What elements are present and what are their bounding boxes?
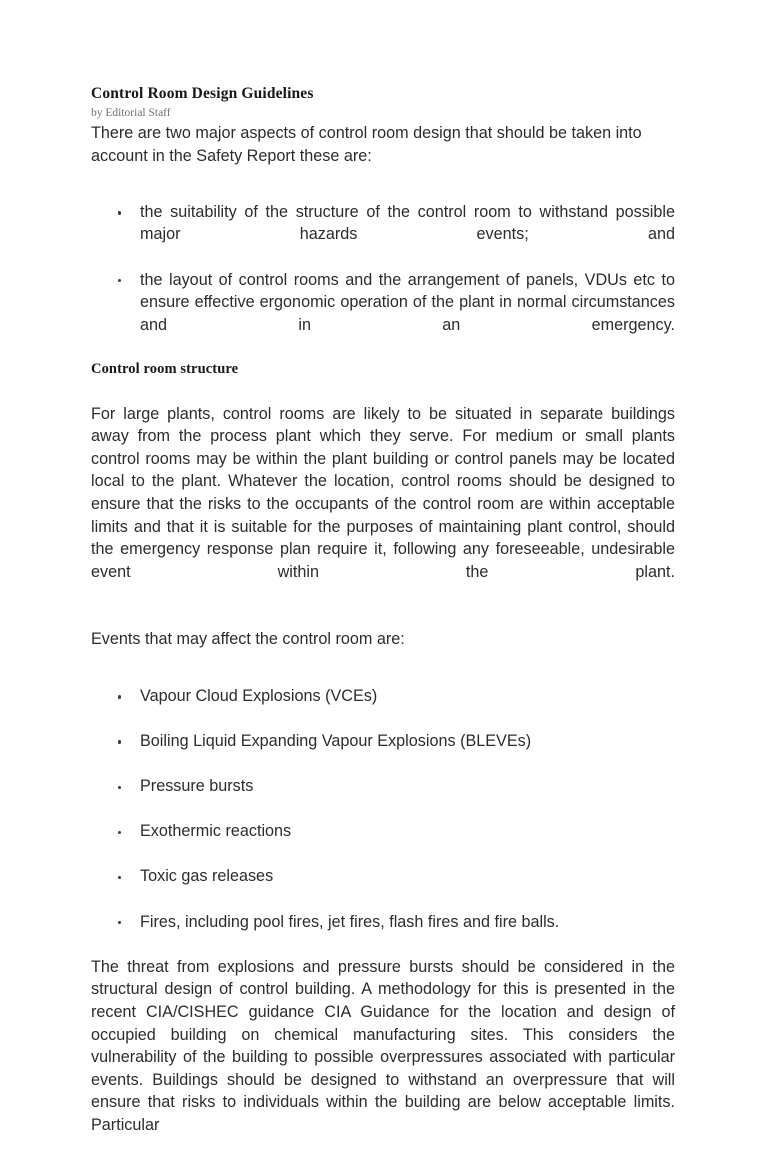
- events-lead-in-paragraph: Events that may affect the control room are:: [91, 630, 405, 649]
- document-content: [91, 84, 675, 1159]
- spacer-before-events-list: [91, 674, 675, 685]
- intro-paragraph: There are two major aspects of control room design that should be taken into account in the Safety Report these are:: [91, 124, 642, 165]
- spacer-after-section-heading: [91, 380, 675, 403]
- spacer-before-aspects-list: [91, 190, 675, 201]
- section-heading-control-room-structure: Control room structure: [91, 360, 239, 377]
- list-item: Boiling Liquid Expanding Vapour Explosions (BLEVEs): [91, 730, 675, 775]
- spacer-before-events-lead-in: [91, 606, 675, 629]
- list-item: Vapour Cloud Explosions (VCEs): [91, 685, 675, 730]
- list-item: Fires, including pool fires, jet fires, flash fires and fire balls.: [91, 911, 675, 956]
- byline: by Editorial Staff: [91, 107, 171, 119]
- threat-paragraph: The threat from explosions and pressure bursts should be considered in the structural design of control building. A methodology for this is presented in the recent CIA/CISHEC guidance CIA Guidance for the location and design of occupied building on chemical manufacturing sites. This considers the vulnerability of the building to possible overpressures associated with particular events. Buildings should be designed to withstand an overpressure that will ensure that risks to individuals within the building are below acceptable limits. Particular: [91, 957, 675, 1134]
- structure-paragraph: For large plants, control rooms are likely to be situated in separate buildings away from the process plant which they serve. For medium or small plants control rooms may be within the plant building or control panels may be located local to the plant. Whatever the location, control rooms should be designed to ensure that the risks to the occupants of the control room are within acceptable limits and that it is suitable for the purposes of maintaining plant control, should the emergency response plan require it, following any foreseeable, undesirable event within the plant.: [91, 404, 675, 581]
- page-title: Control Room Design Guidelines: [91, 85, 314, 102]
- list-item: the suitability of the structure of the control room to withstand possible major hazards events; and: [91, 201, 675, 269]
- events-list: [91, 685, 675, 956]
- aspects-list: [91, 201, 675, 359]
- list-item: Toxic gas releases: [91, 865, 675, 910]
- list-item: Pressure bursts: [91, 775, 675, 820]
- list-item: the layout of control rooms and the arrangement of panels, VDUs etc to ensure effective ergonomic operation of the plant in normal circumstances and in an emergency.: [91, 269, 675, 359]
- list-item: Exothermic reactions: [91, 820, 675, 865]
